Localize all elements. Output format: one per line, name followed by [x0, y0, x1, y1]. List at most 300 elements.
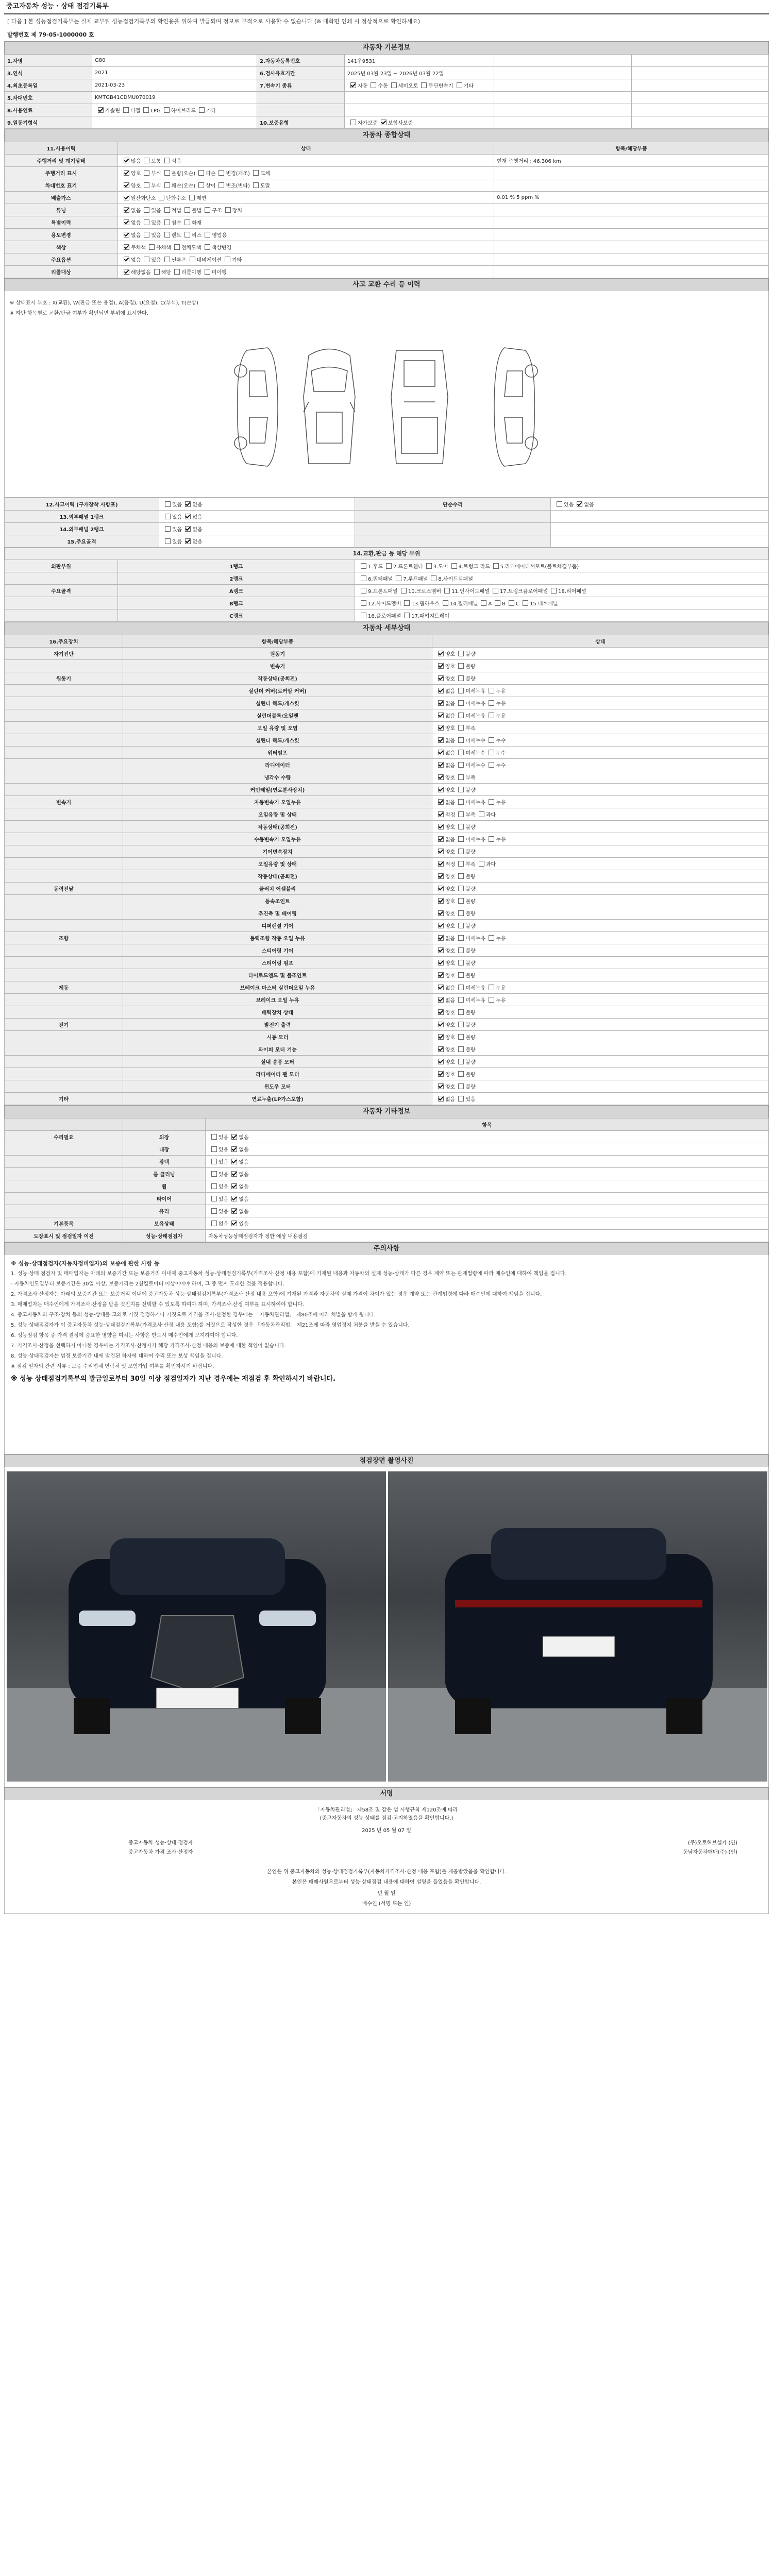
checkbox-option[interactable]: [455, 986, 485, 991]
checkbox-icon[interactable]: [458, 1071, 464, 1077]
checkbox-icon[interactable]: [198, 182, 204, 188]
checkbox-option[interactable]: [455, 676, 475, 682]
checkbox-option[interactable]: [455, 1023, 475, 1028]
checkbox-icon[interactable]: [144, 207, 149, 213]
checkbox-icon[interactable]: [438, 886, 444, 891]
checkbox-option[interactable]: [161, 208, 181, 214]
checkbox-icon[interactable]: [184, 207, 190, 213]
checkbox-option[interactable]: [222, 258, 242, 263]
checkbox-option[interactable]: [435, 924, 455, 929]
checkbox-option[interactable]: [228, 1222, 248, 1227]
checkbox-icon[interactable]: [458, 898, 464, 904]
checkbox-option[interactable]: [208, 1172, 228, 1178]
checkbox-icon[interactable]: [458, 713, 464, 718]
checkbox-icon[interactable]: [458, 947, 464, 953]
checkbox-option[interactable]: [435, 788, 455, 793]
checkbox-icon[interactable]: [458, 787, 464, 792]
checkbox-icon[interactable]: [211, 1171, 217, 1177]
checkbox-option[interactable]: [455, 837, 485, 843]
checkbox-option[interactable]: [141, 233, 161, 239]
checkbox-option[interactable]: [141, 171, 161, 177]
checkbox-icon[interactable]: [404, 613, 410, 618]
checkbox-icon[interactable]: [458, 886, 464, 891]
checkbox-option[interactable]: [485, 998, 506, 1004]
checkbox-icon[interactable]: [438, 1083, 444, 1089]
checkbox-option[interactable]: [418, 83, 453, 89]
checkbox-icon[interactable]: [479, 861, 484, 867]
checkbox-option[interactable]: [435, 961, 455, 967]
checkbox-option[interactable]: [140, 108, 160, 114]
checkbox-option[interactable]: [435, 1097, 455, 1103]
checkbox-option[interactable]: [182, 527, 202, 533]
checkbox-icon[interactable]: [438, 799, 444, 805]
checkbox-icon[interactable]: [489, 985, 494, 990]
checkbox-option[interactable]: [435, 874, 455, 880]
checkbox-option[interactable]: [441, 589, 490, 595]
checkbox-option[interactable]: [161, 159, 181, 164]
checkbox-icon[interactable]: [144, 219, 149, 225]
checkbox-icon[interactable]: [458, 824, 464, 829]
checkbox-option[interactable]: [548, 589, 586, 595]
checkbox-option[interactable]: [181, 208, 201, 214]
checkbox-icon[interactable]: [149, 244, 155, 250]
checkbox-option[interactable]: [208, 1184, 228, 1190]
checkbox-icon[interactable]: [438, 787, 444, 792]
checkbox-icon[interactable]: [458, 774, 464, 780]
checkbox-option[interactable]: [208, 1135, 228, 1141]
checkbox-icon[interactable]: [458, 1034, 464, 1040]
checkbox-option[interactable]: [435, 714, 455, 719]
checkbox-icon[interactable]: [396, 575, 401, 581]
checkbox-option[interactable]: [141, 159, 161, 164]
checkbox-icon[interactable]: [219, 182, 224, 188]
checkbox-icon[interactable]: [164, 257, 170, 262]
checkbox-icon[interactable]: [404, 600, 410, 606]
checkbox-option[interactable]: [228, 1160, 248, 1165]
checkbox-icon[interactable]: [438, 873, 444, 879]
checkbox-icon[interactable]: [438, 836, 444, 842]
checkbox-option[interactable]: [455, 973, 475, 979]
checkbox-icon[interactable]: [124, 232, 129, 238]
checkbox-option[interactable]: [383, 564, 423, 570]
checkbox-option[interactable]: [156, 196, 186, 201]
checkbox-icon[interactable]: [438, 737, 444, 743]
checkbox-option[interactable]: [358, 564, 383, 570]
checkbox-icon[interactable]: [231, 1171, 237, 1177]
checkbox-icon[interactable]: [479, 811, 484, 817]
checkbox-icon[interactable]: [458, 910, 464, 916]
checkbox-icon[interactable]: [124, 158, 129, 163]
checkbox-icon[interactable]: [458, 663, 464, 669]
checkbox-option[interactable]: [161, 183, 195, 189]
checkbox-option[interactable]: [553, 502, 574, 508]
checkbox-option[interactable]: [435, 1084, 455, 1090]
checkbox-icon[interactable]: [458, 651, 464, 656]
checkbox-option[interactable]: [455, 775, 475, 781]
checkbox-option[interactable]: [485, 936, 506, 942]
checkbox-icon[interactable]: [165, 501, 171, 507]
checkbox-option[interactable]: [347, 83, 367, 89]
checkbox-option[interactable]: [455, 652, 475, 657]
checkbox-option[interactable]: [485, 689, 506, 694]
checkbox-icon[interactable]: [253, 170, 259, 176]
checkbox-icon[interactable]: [438, 675, 444, 681]
checkbox-icon[interactable]: [184, 219, 190, 225]
checkbox-option[interactable]: [455, 850, 475, 855]
checkbox-icon[interactable]: [458, 960, 464, 965]
checkbox-icon[interactable]: [444, 588, 450, 594]
checkbox-icon[interactable]: [211, 1208, 217, 1214]
checkbox-option[interactable]: [440, 601, 478, 607]
checkbox-icon[interactable]: [123, 107, 129, 113]
checkbox-option[interactable]: [492, 601, 506, 607]
checkbox-icon[interactable]: [124, 170, 129, 176]
checkbox-icon[interactable]: [361, 575, 366, 581]
checkbox-option[interactable]: [161, 108, 196, 114]
checkbox-option[interactable]: [435, 936, 455, 942]
checkbox-option[interactable]: [121, 196, 156, 201]
checkbox-option[interactable]: [435, 701, 455, 707]
checkbox-option[interactable]: [428, 577, 473, 582]
checkbox-icon[interactable]: [231, 1208, 237, 1214]
checkbox-option[interactable]: [455, 948, 475, 954]
checkbox-option[interactable]: [435, 1010, 455, 1016]
checkbox-option[interactable]: [228, 1184, 248, 1190]
checkbox-option[interactable]: [455, 887, 475, 892]
checkbox-option[interactable]: [201, 270, 227, 276]
checkbox-icon[interactable]: [211, 1134, 217, 1140]
checkbox-icon[interactable]: [431, 575, 436, 581]
checkbox-icon[interactable]: [143, 107, 149, 113]
checkbox-icon[interactable]: [438, 910, 444, 916]
checkbox-option[interactable]: [435, 1023, 455, 1028]
checkbox-icon[interactable]: [458, 873, 464, 879]
checkbox-icon[interactable]: [124, 195, 129, 200]
checkbox-icon[interactable]: [164, 170, 170, 176]
checkbox-option[interactable]: [398, 589, 441, 595]
checkbox-icon[interactable]: [401, 588, 407, 594]
checkbox-option[interactable]: [182, 515, 202, 520]
checkbox-icon[interactable]: [361, 600, 366, 606]
checkbox-option[interactable]: [455, 738, 485, 744]
checkbox-option[interactable]: [455, 714, 485, 719]
checkbox-option[interactable]: [401, 601, 440, 607]
checkbox-icon[interactable]: [144, 232, 149, 238]
checkbox-icon[interactable]: [458, 762, 464, 768]
checkbox-icon[interactable]: [361, 588, 366, 594]
checkbox-option[interactable]: [435, 800, 455, 806]
checkbox-icon[interactable]: [458, 972, 464, 978]
checkbox-icon[interactable]: [458, 861, 464, 867]
checkbox-icon[interactable]: [458, 923, 464, 928]
checkbox-icon[interactable]: [438, 985, 444, 990]
checkbox-option[interactable]: [171, 270, 201, 276]
checkbox-option[interactable]: [435, 664, 455, 670]
checkbox-icon[interactable]: [458, 1096, 464, 1101]
checkbox-icon[interactable]: [98, 107, 104, 113]
checkbox-icon[interactable]: [174, 244, 180, 250]
checkbox-option[interactable]: [485, 800, 506, 806]
checkbox-option[interactable]: [141, 258, 161, 263]
checkbox-icon[interactable]: [458, 1022, 464, 1027]
checkbox-option[interactable]: [358, 577, 393, 582]
checkbox-icon[interactable]: [174, 269, 180, 275]
checkbox-icon[interactable]: [124, 257, 129, 262]
checkbox-icon[interactable]: [458, 997, 464, 1003]
checkbox-option[interactable]: [121, 183, 141, 189]
checkbox-option[interactable]: [485, 714, 506, 719]
checkbox-option[interactable]: [435, 1047, 455, 1053]
checkbox-icon[interactable]: [391, 82, 397, 88]
checkbox-icon[interactable]: [211, 1221, 217, 1226]
checkbox-option[interactable]: [423, 564, 448, 570]
checkbox-option[interactable]: [435, 1060, 455, 1065]
checkbox-icon[interactable]: [458, 1059, 464, 1064]
checkbox-icon[interactable]: [489, 713, 494, 718]
checkbox-icon[interactable]: [185, 501, 191, 507]
checkbox-icon[interactable]: [371, 82, 376, 88]
checkbox-icon[interactable]: [231, 1146, 237, 1152]
checkbox-option[interactable]: [455, 689, 485, 694]
checkbox-option[interactable]: [161, 233, 181, 239]
checkbox-option[interactable]: [435, 775, 455, 781]
checkbox-icon[interactable]: [523, 600, 528, 606]
checkbox-icon[interactable]: [199, 107, 205, 113]
checkbox-icon[interactable]: [185, 538, 191, 544]
checkbox-option[interactable]: [448, 564, 490, 570]
checkbox-option[interactable]: [455, 998, 485, 1004]
checkbox-icon[interactable]: [438, 1046, 444, 1052]
checkbox-icon[interactable]: [557, 501, 562, 507]
checkbox-option[interactable]: [162, 527, 182, 533]
checkbox-option[interactable]: [485, 738, 506, 744]
checkbox-icon[interactable]: [438, 898, 444, 904]
checkbox-option[interactable]: [186, 196, 206, 201]
checkbox-icon[interactable]: [190, 257, 195, 262]
checkbox-icon[interactable]: [489, 737, 494, 743]
checkbox-option[interactable]: [435, 751, 455, 756]
checkbox-option[interactable]: [455, 701, 485, 707]
checkbox-option[interactable]: [182, 539, 202, 545]
checkbox-option[interactable]: [490, 564, 579, 570]
checkbox-icon[interactable]: [154, 269, 160, 275]
checkbox-option[interactable]: [455, 1084, 475, 1090]
checkbox-option[interactable]: [435, 726, 455, 732]
checkbox-option[interactable]: [455, 862, 475, 868]
checkbox-option[interactable]: [455, 800, 485, 806]
checkbox-icon[interactable]: [438, 1096, 444, 1101]
checkbox-icon[interactable]: [489, 750, 494, 755]
checkbox-option[interactable]: [490, 589, 548, 595]
checkbox-option[interactable]: [208, 1222, 228, 1227]
checkbox-option[interactable]: [195, 171, 215, 177]
checkbox-option[interactable]: [435, 1072, 455, 1078]
checkbox-icon[interactable]: [426, 563, 432, 569]
checkbox-icon[interactable]: [438, 1034, 444, 1040]
checkbox-icon[interactable]: [144, 257, 149, 262]
checkbox-icon[interactable]: [458, 750, 464, 755]
checkbox-option[interactable]: [455, 1097, 475, 1103]
checkbox-option[interactable]: [222, 208, 242, 214]
checkbox-option[interactable]: [121, 171, 141, 177]
checkbox-icon[interactable]: [438, 700, 444, 706]
checkbox-option[interactable]: [146, 245, 171, 251]
checkbox-option[interactable]: [208, 1197, 228, 1202]
checkbox-icon[interactable]: [164, 232, 170, 238]
checkbox-option[interactable]: [455, 899, 475, 905]
checkbox-option[interactable]: [435, 825, 455, 831]
checkbox-icon[interactable]: [495, 600, 500, 606]
checkbox-option[interactable]: [435, 763, 455, 769]
checkbox-option[interactable]: [435, 899, 455, 905]
checkbox-option[interactable]: [455, 961, 475, 967]
checkbox-icon[interactable]: [184, 232, 190, 238]
checkbox-option[interactable]: [201, 245, 232, 251]
checkbox-icon[interactable]: [350, 82, 356, 88]
checkbox-icon[interactable]: [489, 997, 494, 1003]
checkbox-icon[interactable]: [457, 82, 462, 88]
checkbox-icon[interactable]: [253, 182, 259, 188]
checkbox-icon[interactable]: [458, 700, 464, 706]
checkbox-icon[interactable]: [458, 675, 464, 681]
checkbox-option[interactable]: [367, 83, 388, 89]
checkbox-icon[interactable]: [144, 158, 149, 163]
checkbox-option[interactable]: [121, 233, 141, 239]
checkbox-option[interactable]: [187, 258, 222, 263]
checkbox-icon[interactable]: [231, 1196, 237, 1201]
checkbox-icon[interactable]: [361, 613, 366, 618]
checkbox-icon[interactable]: [225, 207, 231, 213]
checkbox-icon[interactable]: [438, 997, 444, 1003]
checkbox-icon[interactable]: [458, 849, 464, 854]
checkbox-option[interactable]: [435, 986, 455, 991]
checkbox-option[interactable]: [181, 221, 201, 226]
checkbox-icon[interactable]: [421, 82, 427, 88]
checkbox-option[interactable]: [208, 1209, 228, 1215]
checkbox-icon[interactable]: [164, 207, 170, 213]
checkbox-option[interactable]: [171, 245, 201, 251]
checkbox-option[interactable]: [228, 1197, 248, 1202]
checkbox-option[interactable]: [121, 221, 141, 226]
checkbox-option[interactable]: [435, 837, 455, 843]
checkbox-option[interactable]: [141, 208, 161, 214]
checkbox-option[interactable]: [121, 258, 141, 263]
checkbox-option[interactable]: [435, 911, 455, 917]
checkbox-icon[interactable]: [458, 836, 464, 842]
checkbox-option[interactable]: [378, 121, 413, 126]
checkbox-icon[interactable]: [225, 257, 230, 262]
checkbox-option[interactable]: [435, 850, 455, 855]
checkbox-icon[interactable]: [438, 923, 444, 928]
checkbox-option[interactable]: [358, 614, 401, 619]
checkbox-option[interactable]: [435, 738, 455, 744]
checkbox-icon[interactable]: [438, 947, 444, 953]
checkbox-option[interactable]: [435, 652, 455, 657]
checkbox-icon[interactable]: [164, 182, 170, 188]
checkbox-icon[interactable]: [443, 600, 448, 606]
checkbox-icon[interactable]: [231, 1134, 237, 1140]
checkbox-icon[interactable]: [458, 811, 464, 817]
checkbox-icon[interactable]: [231, 1221, 237, 1226]
checkbox-icon[interactable]: [211, 1159, 217, 1164]
checkbox-icon[interactable]: [509, 600, 514, 606]
checkbox-icon[interactable]: [361, 563, 366, 569]
checkbox-icon[interactable]: [185, 526, 191, 532]
checkbox-option[interactable]: [478, 601, 492, 607]
checkbox-option[interactable]: [485, 701, 506, 707]
checkbox-option[interactable]: [228, 1172, 248, 1178]
checkbox-option[interactable]: [455, 812, 475, 818]
checkbox-icon[interactable]: [164, 107, 170, 113]
checkbox-icon[interactable]: [381, 120, 386, 125]
checkbox-option[interactable]: [228, 1147, 248, 1153]
checkbox-icon[interactable]: [458, 935, 464, 941]
checkbox-icon[interactable]: [231, 1183, 237, 1189]
checkbox-icon[interactable]: [189, 195, 195, 200]
checkbox-option[interactable]: [455, 1035, 475, 1041]
checkbox-option[interactable]: [435, 887, 455, 892]
checkbox-option[interactable]: [181, 233, 201, 239]
checkbox-option[interactable]: [151, 270, 171, 276]
checkbox-option[interactable]: [485, 837, 506, 843]
checkbox-option[interactable]: [161, 171, 195, 177]
checkbox-option[interactable]: [435, 1035, 455, 1041]
checkbox-option[interactable]: [455, 664, 475, 670]
checkbox-icon[interactable]: [451, 563, 457, 569]
checkbox-icon[interactable]: [198, 170, 204, 176]
checkbox-option[interactable]: [215, 183, 249, 189]
checkbox-icon[interactable]: [124, 207, 129, 213]
checkbox-option[interactable]: [196, 108, 216, 114]
checkbox-icon[interactable]: [438, 972, 444, 978]
checkbox-icon[interactable]: [205, 207, 210, 213]
checkbox-icon[interactable]: [458, 799, 464, 805]
checkbox-icon[interactable]: [124, 182, 129, 188]
checkbox-option[interactable]: [388, 83, 418, 89]
checkbox-option[interactable]: [455, 763, 485, 769]
checkbox-option[interactable]: [485, 751, 506, 756]
checkbox-icon[interactable]: [205, 232, 210, 238]
checkbox-option[interactable]: [162, 515, 182, 520]
checkbox-icon[interactable]: [438, 750, 444, 755]
checkbox-icon[interactable]: [489, 762, 494, 768]
checkbox-icon[interactable]: [489, 799, 494, 805]
checkbox-icon[interactable]: [165, 526, 171, 532]
checkbox-icon[interactable]: [438, 1022, 444, 1027]
checkbox-option[interactable]: [358, 601, 401, 607]
checkbox-icon[interactable]: [438, 774, 444, 780]
checkbox-option[interactable]: [476, 812, 496, 818]
checkbox-option[interactable]: [201, 208, 222, 214]
checkbox-option[interactable]: [485, 986, 506, 991]
checkbox-icon[interactable]: [577, 501, 582, 507]
checkbox-icon[interactable]: [458, 985, 464, 990]
checkbox-option[interactable]: [215, 171, 249, 177]
checkbox-option[interactable]: [485, 763, 506, 769]
checkbox-icon[interactable]: [438, 960, 444, 965]
checkbox-icon[interactable]: [481, 600, 486, 606]
checkbox-icon[interactable]: [551, 588, 557, 594]
checkbox-option[interactable]: [455, 825, 475, 831]
checkbox-option[interactable]: [435, 862, 455, 868]
checkbox-option[interactable]: [121, 208, 141, 214]
checkbox-option[interactable]: [455, 874, 475, 880]
checkbox-option[interactable]: [162, 502, 182, 508]
checkbox-option[interactable]: [455, 1060, 475, 1065]
checkbox-icon[interactable]: [489, 700, 494, 706]
checkbox-icon[interactable]: [211, 1183, 217, 1189]
checkbox-option[interactable]: [435, 689, 455, 694]
